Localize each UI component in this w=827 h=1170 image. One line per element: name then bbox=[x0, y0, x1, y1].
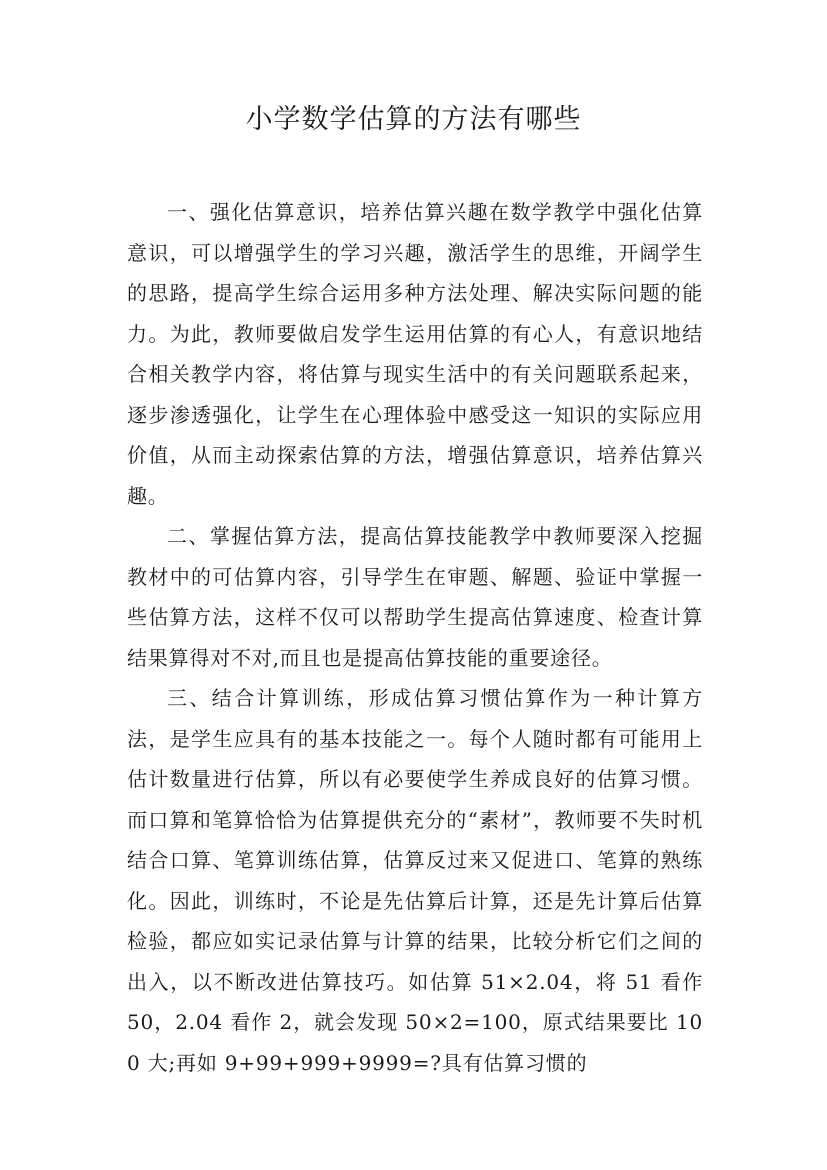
paragraph-3: 三、结合计算训练，形成估算习惯估算作为一种计算方法，是学生应具有的基本技能之一。每个人随时都有可能用上估计数量进行估算，所以有必要使学生养成良好的估算习惯。而口算和笔算恰恰为估算提供充分的“素材”，教师要不失时机结合口算、笔算训练估算，估算反过来又促进口、笔算的熟练化。因此，训练时，不论是先估算后计算，还是先计算后估算检验，都应如实记录估算与计算的结果，比较分析它们之间的出入，以不断改进估算技巧。如估算 51×2.04，将 51 看作 50，2.04 看作 2，就会发现 50×2=100，原式结果要比 100 大;再如 9+99+999+9999=?具有估算习惯的 bbox=[127, 686, 703, 1075]
document-title: 小学数学估算的方法有哪些 bbox=[245, 104, 582, 135]
paragraph-1: 一、强化估算意识，培养估算兴趣在数学教学中强化估算意识，可以增强学生的学习兴趣，激活学生的思维，开阔学生的思路，提高学生综合运用多种方法处理、解决实际问题的能力。为此，教师要做启发学生运用估算的有心人，有意识地结合相关教学内容，将估算与现实生活中的有关问题联系起来，逐步渗透强化，让学生在心理体验中感受这一知识的实际应用价值，从而主动探索估算的方法，增强估算意识，培养估算兴趣。 bbox=[127, 200, 703, 508]
document-body bbox=[127, 192, 703, 1083]
paragraph-2: 二、掌握估算方法，提高估算技能教学中教师要深入挖掘教材中的可估算内容，引导学生在审题、解题、验证中掌握一些估算方法，这样不仅可以帮助学生提高估算速度、检查计算结果算得对不对,而且也是提高估算技能的重要途径。 bbox=[127, 524, 703, 670]
